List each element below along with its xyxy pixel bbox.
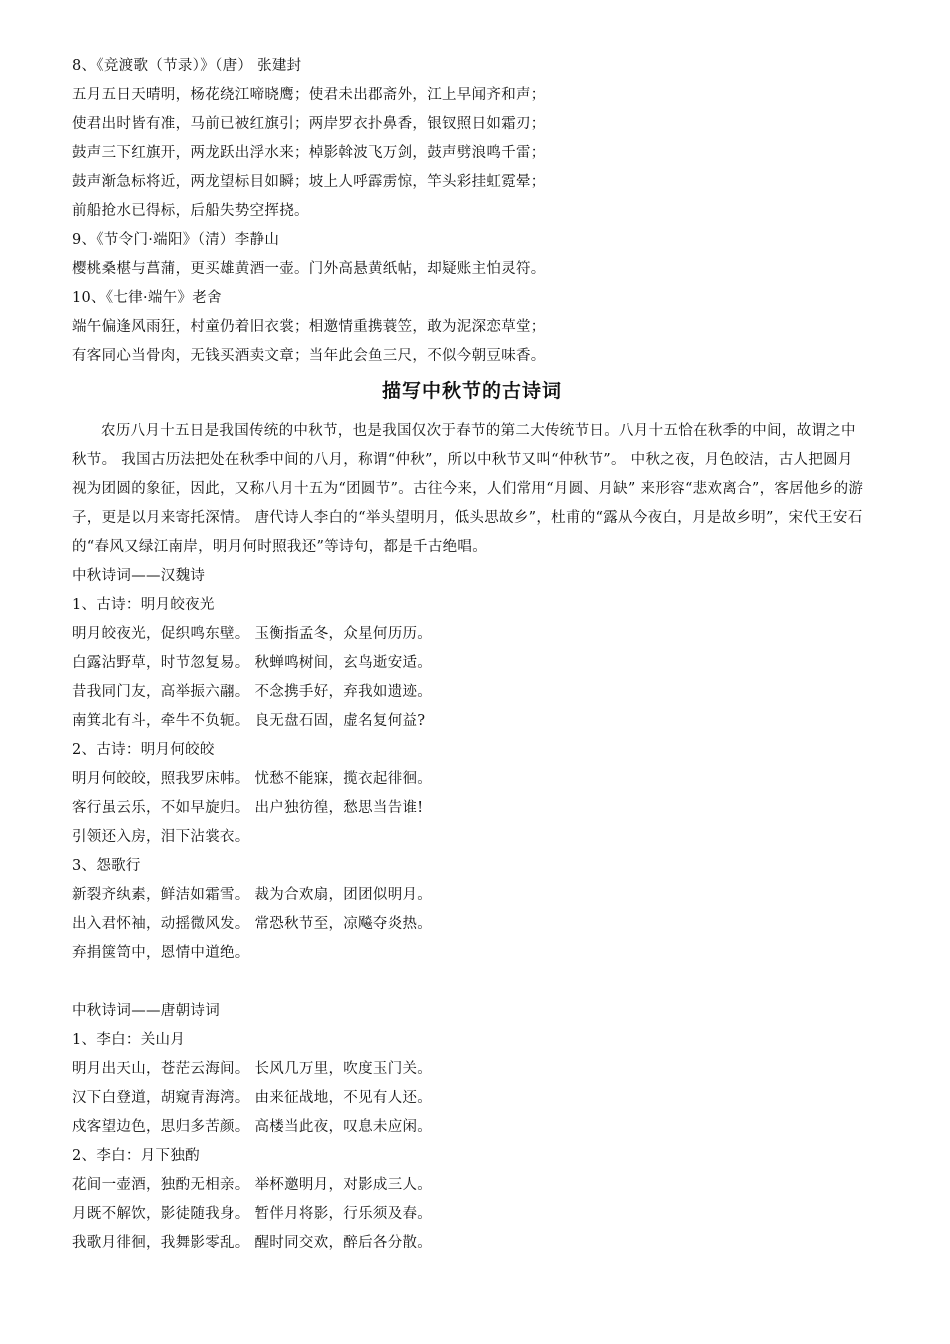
tang-poems bbox=[72, 997, 872, 1258]
poem-line: 南箕北有斗，牵牛不负轭。 良无盘石固，虚名复何益? bbox=[72, 713, 426, 729]
poem-line: 客行虽云乐，不如早旋归。 出户独彷徨，愁思当告谁! bbox=[72, 800, 424, 816]
poem-heading: 3、怨歌行 bbox=[72, 858, 141, 874]
dragon-boat-poems bbox=[72, 52, 872, 371]
poem-line: 明月何皎皎，照我罗床帏。 忧愁不能寐，揽衣起徘徊。 bbox=[72, 771, 433, 787]
han-wei-poems bbox=[72, 562, 872, 968]
poem-line: 使君出时皆有准，马前已被红旗引；两岸罗衣扑鼻香，银钗照日如霜刃； bbox=[72, 116, 546, 132]
subsection-heading-han-wei: 中秋诗词——汉魏诗 bbox=[72, 568, 206, 584]
intro-paragraph: 农历八月十五日是我国传统的中秋节，也是我国仅次于春节的第二大传统节日。八月十五恰在秋季的中间，故谓之中秋节。 我国古历法把处在秋季中间的八月，称谓“仲秋”，所以中秋节又叫“仲秋节”。 中秋之夜，月色皎洁，古人把圆月视为团圆的象征，因此，又称八月十五为“团圆节”。古往今来，人们常用“月圆、月缺” 来形容“悲欢离合”，客居他乡的游子，更是以月来寄托深情。 唐代诗人李白的“举头望明月，低头思故乡”，杜甫的“露从今夜白，月是故乡明”，宋代王安石的“春风又绿江南岸，明月何时照我还”等诗句，都是千古绝唱。 bbox=[72, 423, 864, 555]
poem-line: 戍客望边色，思归多苦颜。 高楼当此夜，叹息未应闲。 bbox=[72, 1119, 433, 1135]
poem-heading: 1、李白：关山月 bbox=[72, 1032, 186, 1048]
poem-line: 弃捐箧笥中，恩情中道绝。 bbox=[72, 945, 250, 961]
poem-heading: 1、古诗：明月皎夜光 bbox=[72, 597, 215, 613]
poem-line: 引领还入房，泪下沾裳衣。 bbox=[72, 829, 250, 845]
section-title: 描写中秋节的古诗词 bbox=[381, 380, 562, 402]
poem-line: 前船抢水已得标，后船失势空挥挠。 bbox=[72, 203, 309, 219]
blank-line bbox=[72, 968, 872, 997]
poem-line: 明月出天山，苍茫云海间。 长风几万里，吹度玉门关。 bbox=[72, 1061, 433, 1077]
poem-line: 花间一壶酒，独酌无相亲。 举杯邀明月，对影成三人。 bbox=[72, 1177, 433, 1193]
poem-line: 我歌月徘徊，我舞影零乱。 醒时同交欢，醉后各分散。 bbox=[72, 1235, 433, 1251]
poem-line: 有客同心当骨肉，无钱买酒卖文章；当年此会鱼三尺，不似今朝豆味香。 bbox=[72, 348, 546, 364]
poem-line: 白露沾野草，时节忽复易。 秋蝉鸣树间，玄鸟逝安适。 bbox=[72, 655, 433, 671]
poem-line: 明月皎夜光，促织鸣东壁。 玉衡指孟冬，众星何历历。 bbox=[72, 626, 433, 642]
poem-line: 鼓声三下红旗开，两龙跃出浮水来；棹影斡波飞万剑，鼓声劈浪鸣千雷； bbox=[72, 145, 546, 161]
subsection-heading-tang: 中秋诗词——唐朝诗词 bbox=[72, 1003, 220, 1019]
poem-line: 五月五日天晴明，杨花绕江啼晓鹰；使君未出郡斋外，江上早闻齐和声； bbox=[72, 87, 546, 103]
poem-heading: 2、古诗：明月何皎皎 bbox=[72, 742, 215, 758]
poem-line: 端午偏逢风雨狂，村童仍着旧衣裳；相邀情重携蓑笠，敢为泥深恋草堂； bbox=[72, 319, 546, 335]
poem-heading-jingdu-ge: 8、《竞渡歌（节录）》（唐） 张建封 bbox=[72, 58, 302, 74]
poem-heading-qilv-duanwu: 10、《七律·端午》老舍 bbox=[72, 290, 222, 306]
poem-line: 昔我同门友，高举振六翮。 不念携手好，弃我如遗迹。 bbox=[72, 684, 433, 700]
poem-line: 月既不解饮，影徒随我身。 暂伴月将影，行乐须及春。 bbox=[72, 1206, 433, 1222]
poem-heading: 2、李白：月下独酌 bbox=[72, 1148, 200, 1164]
poem-line: 樱桃桑椹与菖蒲，更买雄黄酒一壶。门外高悬黄纸帖，却疑账主怕灵符。 bbox=[72, 261, 546, 277]
poem-line: 新裂齐纨素，鲜洁如霜雪。 裁为合欢扇，团团似明月。 bbox=[72, 887, 433, 903]
poem-line: 鼓声渐急标将近，两龙望标目如瞬；坡上人呼霹雳惊，竿头彩挂虹霓晕； bbox=[72, 174, 546, 190]
poem-heading-jieling-men: 9、《节令门·端阳》（清）李静山 bbox=[72, 232, 280, 248]
poem-line: 汉下白登道，胡窥青海湾。 由来征战地，不见有人还。 bbox=[72, 1090, 433, 1106]
document-page bbox=[72, 52, 872, 1258]
poem-line: 出入君怀袖，动摇微风发。 常恐秋节至，凉飚夺炎热。 bbox=[72, 916, 433, 932]
